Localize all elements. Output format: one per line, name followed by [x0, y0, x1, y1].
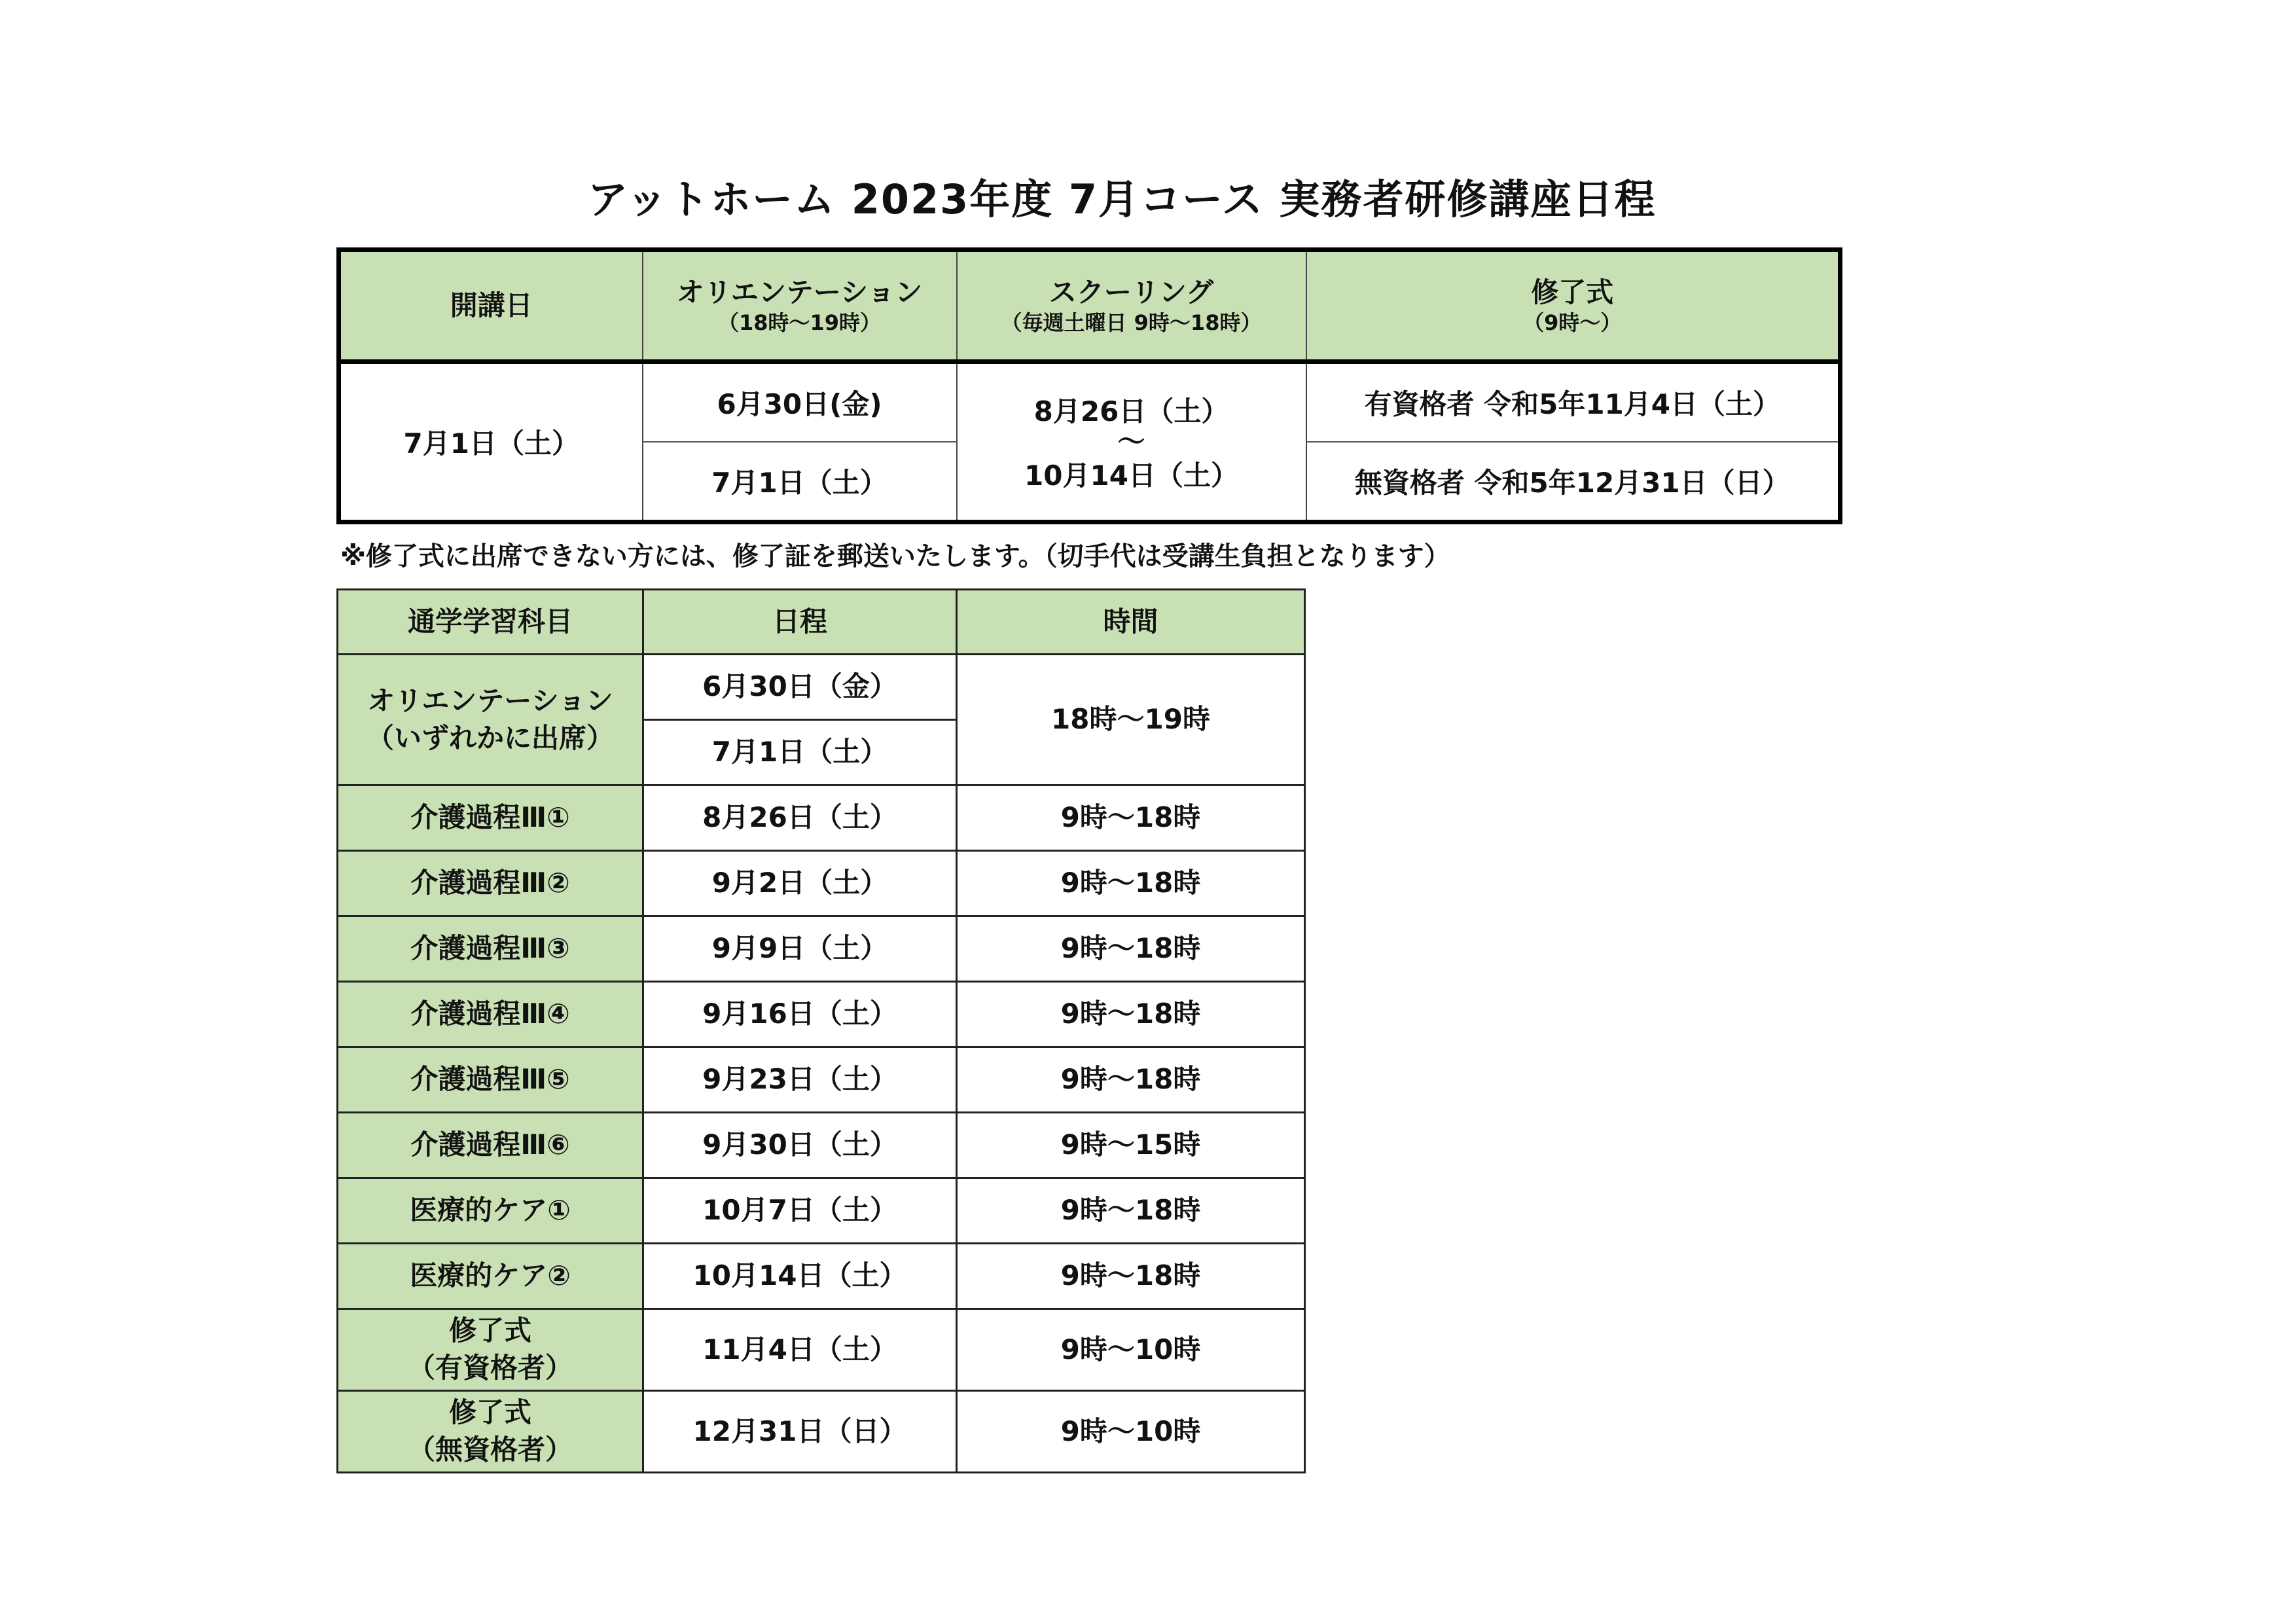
summary-table — [336, 247, 1842, 524]
subject-line2: （無資格者） — [407, 1434, 573, 1466]
schooling-end: 10月14日（土） — [1024, 459, 1238, 492]
header-sub: （18時～19時） — [717, 310, 882, 336]
time-cell: 9時～10時 — [957, 1309, 1305, 1391]
date-cell: 12月31日（日） — [643, 1391, 957, 1473]
time-cell: 18時～19時 — [957, 655, 1305, 785]
header-ceremony — [1306, 250, 1840, 362]
time-cell: 9時～18時 — [957, 1244, 1305, 1309]
table-row — [338, 1113, 1305, 1178]
date-cell: 11月4日（土） — [643, 1309, 957, 1391]
subject-cell — [338, 1309, 643, 1391]
date-cell: 9月16日（土） — [643, 982, 957, 1047]
date-cell: 9月23日（土） — [643, 1047, 957, 1113]
subject-cell: 介護過程Ⅲ④ — [338, 982, 643, 1047]
header-orientation — [643, 250, 957, 362]
header-label: スクーリング — [1049, 276, 1214, 308]
date-cell: 9月2日（土） — [643, 851, 957, 916]
date-cell: 10月14日（土） — [643, 1244, 957, 1309]
orientation-date-cell: 7月1日（土） — [643, 442, 957, 522]
schedule-header-row — [338, 590, 1305, 655]
orientation-date-cell: 6月30日(金) — [643, 362, 957, 442]
schooling-period-cell — [957, 362, 1306, 522]
header-sub: （毎週土曜日 9時～18時） — [1001, 310, 1262, 336]
subject-cell — [338, 655, 643, 785]
page-title: アットホーム 2023年度 7月コース 実務者研修講座日程 — [587, 175, 1657, 223]
summary-header-row — [339, 250, 1840, 362]
ceremony-unqualified-cell: 無資格者 令和5年12月31日（日） — [1306, 442, 1840, 522]
date-cell: 9月30日（土） — [643, 1113, 957, 1178]
table-row — [338, 1309, 1305, 1391]
subject-cell: 医療的ケア① — [338, 1178, 643, 1244]
time-cell: 9時～18時 — [957, 916, 1305, 982]
subject-cell: 介護過程Ⅲ① — [338, 785, 643, 851]
header-subject: 通学学習科目 — [338, 590, 643, 655]
table-row — [338, 982, 1305, 1047]
header-time: 時間 — [957, 590, 1305, 655]
schooling-start: 8月26日（土） — [1033, 395, 1229, 428]
header-schooling — [957, 250, 1306, 362]
schooling-tilde: ～ — [1117, 425, 1145, 458]
mailing-note: ※修了式に出席できない方には、修了証を郵送いたします。（切手代は受講生負担となります） — [340, 541, 1450, 571]
start-date-cell: 7月1日（土） — [339, 362, 643, 522]
subject-line2: （いずれかに出席） — [366, 721, 614, 754]
header-sub: （9時～） — [1523, 310, 1622, 336]
date-cell: 8月26日（土） — [643, 785, 957, 851]
table-row — [338, 655, 1305, 720]
header-start-date — [339, 250, 643, 362]
table-row — [338, 916, 1305, 982]
ceremony-qualified-cell: 有資格者 令和5年11月4日（土） — [1306, 362, 1840, 442]
schedule-table — [336, 588, 1306, 1473]
subject-line1: 修了式 — [448, 1396, 531, 1429]
time-cell: 9時～15時 — [957, 1113, 1305, 1178]
date-cell: 9月9日（土） — [643, 916, 957, 982]
summary-row — [339, 362, 1840, 442]
subject-cell: 介護過程Ⅲ② — [338, 851, 643, 916]
subject-line2: （有資格者） — [407, 1352, 573, 1384]
date-cell: 7月1日（土） — [643, 720, 957, 785]
subject-cell: 介護過程Ⅲ⑤ — [338, 1047, 643, 1113]
table-row — [338, 1391, 1305, 1473]
date-cell: 6月30日（金） — [643, 655, 957, 720]
table-row — [338, 851, 1305, 916]
subject-cell: 介護過程Ⅲ③ — [338, 916, 643, 982]
time-cell: 9時～18時 — [957, 785, 1305, 851]
time-cell: 9時～18時 — [957, 851, 1305, 916]
subject-cell: 医療的ケア② — [338, 1244, 643, 1309]
header-label: 開講日 — [450, 289, 533, 321]
time-cell: 9時～10時 — [957, 1391, 1305, 1473]
subject-cell — [338, 1391, 643, 1473]
table-row — [338, 1047, 1305, 1113]
time-cell: 9時～18時 — [957, 982, 1305, 1047]
time-cell: 9時～18時 — [957, 1047, 1305, 1113]
time-cell: 9時～18時 — [957, 1178, 1305, 1244]
subject-line1: オリエンテーション — [367, 684, 613, 717]
date-cell: 10月7日（土） — [643, 1178, 957, 1244]
header-label: オリエンテーション — [676, 276, 923, 308]
table-row — [338, 785, 1305, 851]
header-label: 修了式 — [1531, 276, 1614, 308]
header-date: 日程 — [643, 590, 957, 655]
table-row — [338, 1244, 1305, 1309]
table-row — [338, 1178, 1305, 1244]
subject-cell: 介護過程Ⅲ⑥ — [338, 1113, 643, 1178]
subject-line1: 修了式 — [448, 1314, 531, 1347]
